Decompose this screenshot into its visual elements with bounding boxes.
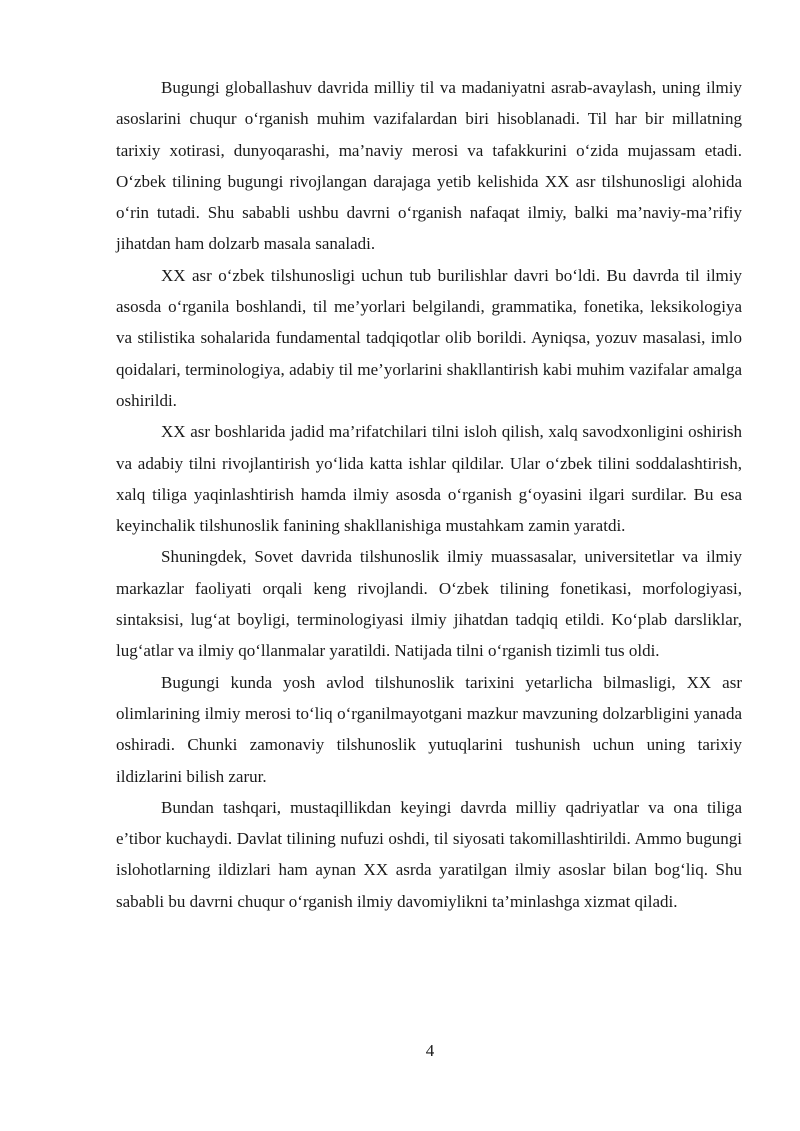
- paragraph-3: XX asr boshlarida jadid ma’rifatchilari tilni isloh qilish, xalq savodxonligini oshirish va adabiy tilni rivojlantirish yo‘lida katta ishlar qildilar. Ular o‘zbek tilini soddalashtirish, xalq tiliga yaqinlashtirish hamda ilmiy asosda o‘rganish g‘oyasini ilgari surdilar. Bu esa keyinchalik tilshunoslik fanining shakllanishiga mustahkam zamin yaratdi.: [116, 422, 742, 536]
- paragraph-6: Bundan tashqari, mustaqillikdan keyingi davrda milliy qadriyatlar va ona tiliga e’tibor kuchaydi. Davlat tilining nufuzi oshdi, til siyosati takomillashtirildi. Ammo bugungi islohotlarning ildizlari ham aynan XX asrda yaratilgan ilmiy asoslar bilan bog‘liq. Shu sababli bu davrni chuqur o‘rganish ilmiy davomiylikni ta’minlashga xizmat qiladi.: [116, 797, 742, 911]
- paragraph-5: Bugungi kunda yosh avlod tilshunoslik tarixini yetarlicha bilmasligi, XX asr olimlarining ilmiy merosi to‘liq o‘rganilmayotgani mazkur mavzuning dolzarbligini yanada oshiradi. Chunki zamonaviy tilshunoslik yutuqlarini tushunish uchun uning tarixiy ildizlarini bilish zarur.: [116, 672, 742, 786]
- paragraph-2: XX asr o‘zbek tilshunosligi uchun tub burilishlar davri bo‘ldi. Bu davrda til ilmiy asosda o‘rganila boshlandi, til me’yorlari belgilandi, grammatika, fonetika, leksikologiya va stilistika sohalarida fundamental tadqiqotlar olib borildi. Ayniqsa, yozuv masalasi, imlo qoidalari, terminologiya, adabiy til me’yorlarini shakllantirish kabi muhim vazifalar amalga oshirildi.: [116, 265, 742, 410]
- page-number: 4: [425, 1041, 435, 1060]
- paragraph-4: Shuningdek, Sovet davrida tilshunoslik ilmiy muassasalar, universitetlar va ilmiy markazlar faoliyati orqali keng rivojlandi. O‘zbek tilining fonetikasi, morfologiyasi, sintaksisi, lug‘at boyligi, terminologiyasi ilmiy jihatdan tadqiq etildi. Ko‘plab darsliklar, lug‘atlar va ilmiy qo‘llanmalar yaratildi. Natijada tilni o‘rganish tizimli tus oldi.: [116, 547, 742, 661]
- paragraph-1: Bugungi globallashuv davrida milliy til va madaniyatni asrab-avaylash, uning ilmiy asoslarini chuqur o‘rganish muhim vazifalardan biri hisoblanadi. Til har bir millatning tarixiy xotirasi, dunyoqarashi, ma’naviy merosi va tafakkurini o‘zida mujassam etadi. O‘zbek tilining bugungi rivojlangan darajaga yetib kelishida XX asr tilshunosligi alohida o‘rin tutadi. Shu sababli ushbu davrni o‘rganish nafaqat ilmiy, balki ma’naviy-ma’rifiy jihatdan ham dolzarb masala sanaladi.: [116, 78, 742, 254]
- document-body: [116, 72, 742, 917]
